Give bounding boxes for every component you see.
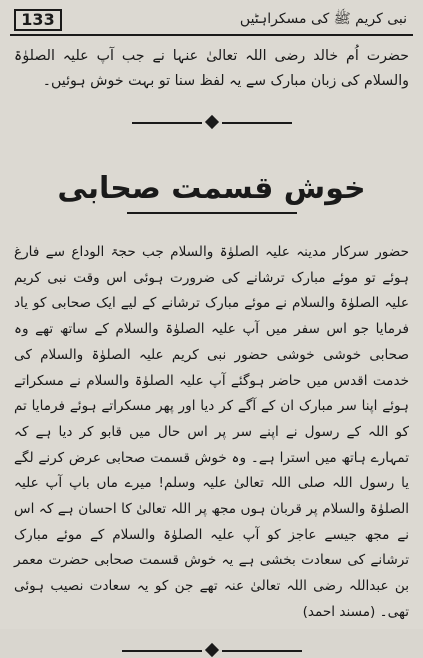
divider-line-right	[222, 122, 292, 124]
divider-line-right	[222, 650, 302, 652]
section-heading: خوش قسمت صحابی	[57, 171, 366, 206]
divider-line-left	[132, 122, 202, 124]
body-paragraph: حضور سرکار مدینہ علیہ الصلوٰۃ والسلام جب حجۃ الوداع سے فارغ ہوئے تو موئے مبارک ترشانے کی ضرورت ہوئی اس وقت نبی کریم علیہ الصلوٰۃ والسلام نے موئے مبارک ترشانے کے لیے ایک صحابی کو یاد فرمایا جو اس سفر میں آپ علیہ الصلوٰۃ والسلام کے ساتھ تھے وہ صحابی خوشی خوشی حضور نبی کریم علیہ الصلوٰۃ والسلام کی خدمت اقدس میں حاضر ہوگئے آپ علیہ الصلوٰۃ والسلام نے مسکراتے ہوئے اپنا سر مبارک ان کے آگے کر دیا اور پھر مسکراتے ہوئے فرمایا تم کو اللہ کے رسول نے اپنے سر پر اس حال میں قابو کر دیا ہے کہ تمہارے ہاتھ میں استرا ہے۔ وہ خوش قسمت صحابی عرض کرنے لگے یا رسول اللہ صلی اللہ تعالیٰ علیہ وسلم! میرے ماں باپ آپ علیہ الصلوٰۃ والسلام پر قربان ہوں مجھ پر اللہ تعالیٰ کا احسان ہے کہ اس نے مجھ جیسے عاجز کو آپ علیہ الصلوٰۃ والسلام کے موئے مبارک ترشانے کی سعادت بخشی ہے یہ خوش قسمت صحابی حضرت معمر بن عبداللہ رضی اللہ تعالیٰ عنہ تھے جن کو یہ سعادت نصیب ہوئی تھی۔ (مسند احمد)	[14, 244, 409, 620]
running-header-title: نبی کریم ﷺ کی مسکراہٹیں	[239, 11, 407, 27]
page-header	[10, 6, 413, 36]
section-divider	[132, 116, 292, 130]
page-number: 133	[14, 9, 62, 31]
end-divider	[122, 644, 302, 658]
heading-underline	[127, 212, 297, 214]
diamond-ornament-icon	[204, 115, 218, 129]
diamond-ornament-icon	[204, 642, 218, 656]
divider-line-left	[122, 650, 202, 652]
intro-paragraph: حضرت اُم خالد رضی اللہ تعالیٰ عنہا نے جب آپ علیہ الصلوٰۃ والسلام کی زبان مبارک سے یہ لفظ سنا تو بہت خوش ہوئیں۔	[14, 48, 409, 89]
